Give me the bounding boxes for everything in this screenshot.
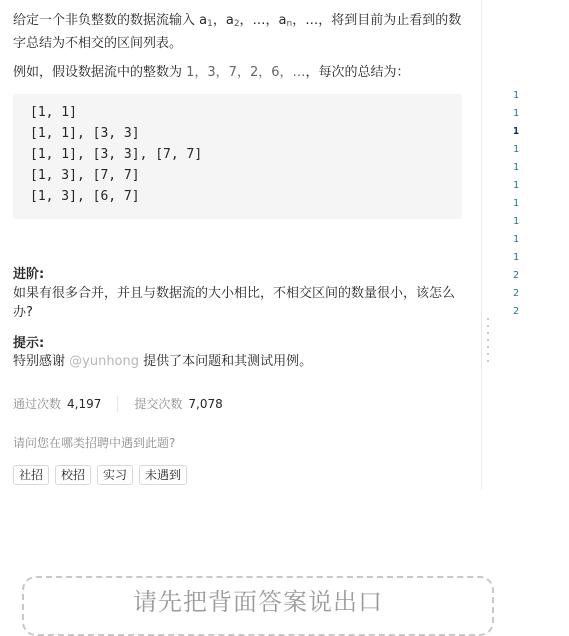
accepted-count: 4,197 — [67, 396, 102, 411]
submission-stats — [13, 395, 223, 412]
advanced-text: 如果有很多合并，并且与数据流的大小相比，不相交区间的数量很小，该怎么办? — [13, 286, 456, 320]
code-line: [1, 1], [3, 3] — [30, 126, 140, 141]
submitted-label: 提交次数 — [134, 397, 183, 411]
line-number: 1 — [513, 234, 520, 245]
company-tags — [13, 465, 187, 485]
accepted-label: 通过次数 — [13, 397, 62, 411]
line-number: 1 — [513, 252, 520, 263]
example-intro: 例如，假设数据流中的整数为 1，3，7，2，6，…，每次的总结为： — [13, 65, 410, 80]
line-number: 2 — [513, 288, 520, 299]
line-number: 1 — [513, 108, 520, 119]
problem-intro: 给定一个非负整数的数据流输入 $a_1$，$a_2$，…，$a_n$，…，将到目前为止看到的数字总结为不相交的区间列表。 — [13, 13, 462, 51]
tag-not-encountered[interactable]: 未遇到 — [139, 465, 187, 485]
code-line: [1, 3], [7, 7] — [30, 168, 140, 183]
author-link[interactable]: @yunhong — [69, 354, 139, 369]
tag-campus-recruit[interactable]: 校招 — [55, 465, 91, 485]
hint-heading: 提示: — [13, 336, 45, 351]
panel-resize-handle[interactable] — [486, 318, 489, 362]
line-number: 2 — [513, 270, 520, 281]
company-question: 请问您在哪类招聘中遇到此题? — [13, 436, 176, 450]
line-number-current: 1 — [513, 126, 520, 137]
line-number: 1 — [513, 180, 520, 191]
hint-text: 特别感谢 @yunhong 提供了本问题和其测试用例。 — [13, 354, 313, 369]
line-number: 1 — [513, 162, 520, 173]
code-line: [1, 1] — [30, 105, 77, 120]
line-number: 1 — [513, 198, 520, 209]
recite-prompt: 请先把背面答案说出口 — [133, 588, 383, 616]
recite-answer-card[interactable] — [22, 576, 494, 636]
line-number: 2 — [513, 306, 520, 317]
code-line: [1, 3], [6, 7] — [30, 189, 140, 204]
tag-social-recruit[interactable]: 社招 — [13, 465, 49, 485]
tag-internship[interactable]: 实习 — [97, 465, 133, 485]
advanced-heading: 进阶: — [13, 267, 45, 282]
stats-divider — [117, 396, 118, 412]
code-line: [1, 1], [3, 3], [7, 7] — [30, 147, 203, 162]
line-number: 1 — [513, 144, 520, 155]
submitted-count: 7,078 — [188, 396, 223, 411]
line-number: 1 — [513, 216, 520, 227]
example-code-block — [13, 94, 462, 219]
line-number: 1 — [513, 90, 520, 101]
